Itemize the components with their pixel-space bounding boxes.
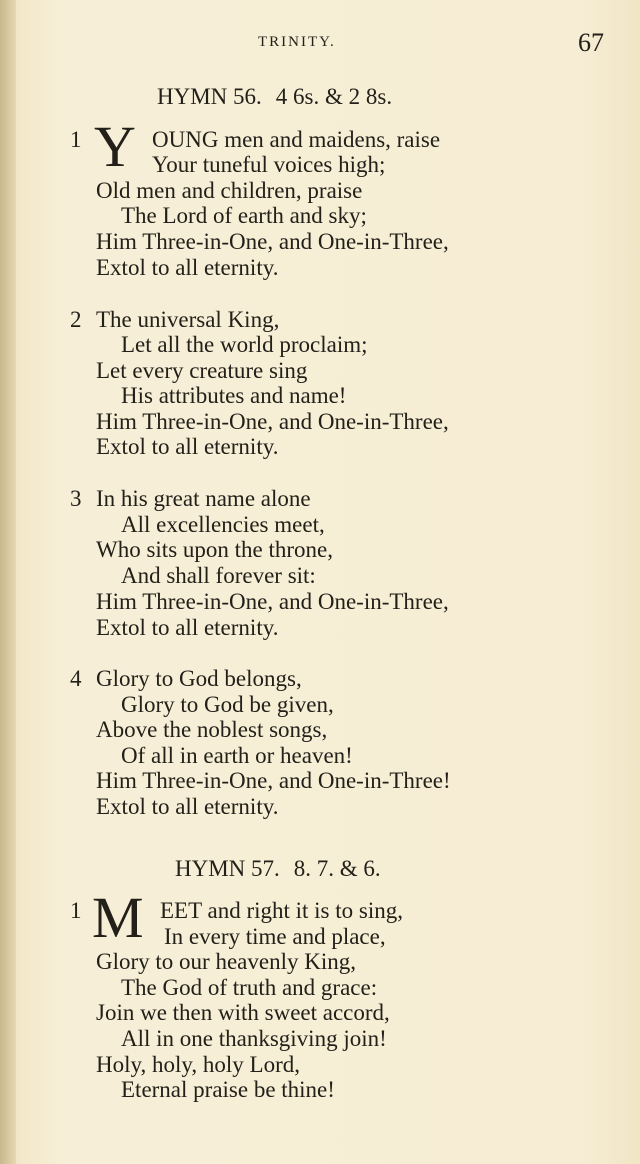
page-binding-edge (0, 0, 16, 1164)
verse-line: Extol to all eternity. (96, 434, 279, 459)
verse-line: In his great name alone (96, 486, 311, 511)
verse-line: Who sits upon the throne, (96, 537, 333, 562)
verse-line: Old men and children, praise (96, 178, 363, 203)
verse-line: The universal King, (96, 307, 280, 332)
drop-cap: M (92, 885, 144, 950)
hymn-title: HYMN 57. (175, 856, 280, 881)
verse-line: Holy, holy, holy Lord, (96, 1052, 301, 1077)
drop-cap: Y (94, 114, 136, 179)
page-number: 67 (578, 28, 604, 57)
stanza-number: 2 (70, 307, 82, 332)
verse-line: Him Three-in-One, and One-in-Three, (96, 229, 449, 254)
verse-line: Glory to God be given, (121, 692, 334, 717)
verse-line: EET and right it is to sing, (160, 898, 403, 923)
hymn-meter: 4 6s. & 2 8s. (275, 84, 393, 109)
verse-line: OUNG men and maidens, raise (152, 127, 441, 152)
verse-line: Extol to all eternity. (96, 615, 279, 640)
verse-line: Glory to God belongs, (96, 666, 302, 691)
stanza-number: 3 (70, 486, 82, 511)
verse-line: Of all in earth or heaven! (121, 743, 353, 768)
verse-line: Him Three-in-One, and One-in-Three, (96, 409, 449, 434)
running-head: TRINITY. (258, 34, 336, 50)
verse-line: The God of truth and grace: (121, 975, 378, 1000)
stanza-number: 4 (70, 666, 82, 691)
verse-line: Your tuneful voices high; (152, 152, 386, 177)
verse-line: Join we then with sweet accord, (96, 1000, 390, 1025)
verse-line: Him Three-in-One, and One-in-Three! (96, 768, 451, 793)
stanza-number: 1 (70, 127, 82, 152)
verse-line: And shall forever sit: (121, 563, 316, 588)
verse-line: All excellencies meet, (121, 512, 325, 537)
verse-line: Glory to our heavenly King, (96, 949, 356, 974)
stanza-number: 1 (70, 898, 82, 923)
verse-line: Let all the world proclaim; (121, 332, 368, 357)
verse-line: In every time and place, (164, 924, 386, 949)
verse-line: His attributes and name! (121, 383, 347, 408)
hymn-meter: 8. 7. & 6. (293, 856, 381, 881)
verse-line: Above the noblest songs, (96, 717, 328, 742)
verse-line: Let every creature sing (96, 358, 308, 383)
verse-line: Eternal praise be thine! (121, 1077, 335, 1102)
hymn-title: HYMN 56. (157, 84, 262, 109)
verse-line: Him Three-in-One, and One-in-Three, (96, 589, 449, 614)
hymn-57-heading (175, 856, 381, 882)
verse-line: All in one thanksgiving join! (121, 1026, 387, 1051)
verse-line: The Lord of earth and sky; (121, 203, 367, 228)
hymn-56-heading (157, 84, 392, 110)
verse-line: Extol to all eternity. (96, 255, 279, 280)
verse-line: Extol to all eternity. (96, 794, 279, 819)
